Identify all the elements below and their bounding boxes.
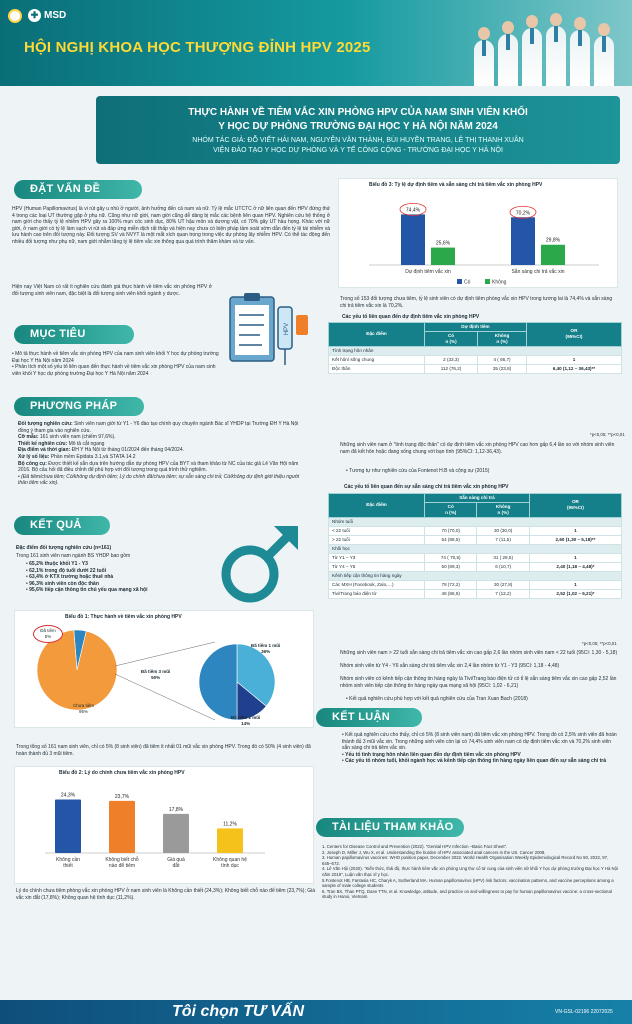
table1-header-no: Không n (%) xyxy=(478,331,527,346)
bar xyxy=(401,214,425,265)
section-results-heading: KẾT QUẢ xyxy=(14,516,110,535)
chart3-caption: Trong số 153 đối tượng chưa tiêm, tỷ lệ sinh viên có dự định tiêm phòng vắc xin HPV trong tương lai là 74,4% và sẵn sàng chi trả tiêm vắc xin là 70,2%. xyxy=(340,296,613,309)
institute: VIỆN ĐÀO TẠO Y HỌC DỰ PHÒNG VÀ Y TẾ CÔNG CỘNG - TRƯỜNG ĐẠI HỌC Y HÀ NỘI xyxy=(213,147,503,154)
category-label: Không biết chỗ xyxy=(105,857,139,863)
chart3-title: Biểu đồ 3: Tỷ lệ dự định tiêm và sẵn sàng chi trả tiêm vắc xin phòng HPV xyxy=(369,182,543,188)
chart-intent-bar xyxy=(338,178,618,288)
table1-header-or: OR (95%CI) xyxy=(526,323,621,347)
reference-item: 5.Fontenot HB, Fantasia HC, Charyk A, Sutherland MA. Human papillomavirus (HPV) risk factors, vaccination patterns, and vaccine perceptions among a sample of male college students xyxy=(322,877,614,889)
category-label: thiết xyxy=(63,863,73,869)
method-item: Cỡ mẫu: 161 sinh viên nam (chiếm 97,6%). xyxy=(18,434,116,441)
chart-practice-pie xyxy=(14,610,314,728)
list-item: • 63,4% ở KTX trường hoặc thuê nhà xyxy=(26,574,114,581)
pie-slice xyxy=(199,644,237,720)
table-row: > 22 tuổi 54 (88,5) 7 (11,5) 2,60 (1,30 – 5,18)** xyxy=(329,535,622,544)
reference-item: 3. Human papillomavirus vaccines: WHO position paper, December 2022. World Health Organisation Weekly Epidemiological Record No 50, 2022, 97, 645–672. xyxy=(322,855,609,866)
legend-label: Có xyxy=(464,279,471,286)
list-item: • 96,3% sinh viên còn độc thân xyxy=(26,580,99,587)
table1-header-yes: Có n (%) xyxy=(425,331,478,346)
table2-header-or: OR (95%CI) xyxy=(529,494,621,518)
table-intent-factors xyxy=(328,322,622,374)
pie2-label-dose1: Đã tiêm 1 mũi 36% xyxy=(251,643,281,654)
bar-value-label: 25,6% xyxy=(435,240,451,247)
results-bullets xyxy=(26,561,226,594)
table2-bullet: • Kết quả nghiên cứu phù hợp với kết quả nghiên cứu của Tran Xuan Bach (2018) xyxy=(346,696,528,702)
table-row: Tình trạng hôn nhân xyxy=(329,346,622,355)
vaccine-clipboard-icon xyxy=(222,285,318,373)
msd-logo-icon: ✚ xyxy=(28,9,41,22)
bar-value-label: 11,2% xyxy=(223,821,237,828)
table-row: Từ Y1 – Y3 74 ( 70,5) 31 ( 29,5) 1 xyxy=(329,553,622,562)
poster-title-line2: Y HỌC DỰ PHÒNG TRƯỜNG ĐẠI HỌC Y HÀ NỘI NĂM 2024 xyxy=(218,121,498,132)
method-item: Địa điểm và thời gian: ĐH Y Hà Nội từ tháng 01/2024 đến tháng 04/2024. xyxy=(18,447,184,454)
poster-title-box xyxy=(96,96,620,164)
reference-item: 6. Tran BX, Than PTQ, Doan TTN, et al. Knowledge, attitude, and practice on and willingness to pay for human papillomavirus vaccine: a cross-sectional study in Hanoi, Vietnam. xyxy=(322,888,612,900)
document-code: VN-GSL-02196 22072025 xyxy=(555,1009,613,1015)
category-label: nào để tiêm xyxy=(108,863,136,869)
bar-value-label: 17,8% xyxy=(168,806,184,813)
poster-title-line1: THỰC HÀNH VỀ TIÊM VẮC XIN PHÒNG HPV CỦA NAM SINH VIÊN KHỐI xyxy=(188,107,528,118)
category-label: tình dục xyxy=(221,863,239,869)
category-label: Không quan hệ xyxy=(213,857,247,863)
table2-title: Các yếu tố liên quan đến sự sẵn sàng chi trả tiêm vắc xin phòng HPV xyxy=(344,484,509,490)
chart3-svg xyxy=(339,185,619,289)
table2-caption-3: Nhóm sinh viên có kênh tiếp cận thông tin hàng ngày là Tivi/Trang báo điện tử có tỉ lệ sẵn sàng tiêm vắc xin cao gấp 2,52 lần nhóm sinh viên tiếp cận thông tin hàng ngày qua mạng xã hội (95CI: 1,02 - 6,21) xyxy=(340,676,617,689)
table-row: < 22 tuổi 70 (70,0) 30 (30,0) 1 xyxy=(329,526,622,535)
university-logo xyxy=(8,9,22,23)
footer-slogan: Tôi chọn TƯ VẤN xyxy=(172,1003,305,1020)
pie-connector-line xyxy=(115,642,215,666)
category-label: Dự định tiêm vắc xin xyxy=(405,269,451,275)
bar xyxy=(217,828,243,853)
svg-text:HPV: HPV xyxy=(284,322,290,336)
bar xyxy=(511,217,535,265)
pie2-label-dose2: Đã tiêm 2 mũi 14% xyxy=(231,715,261,726)
bar-value-label: 24,3% xyxy=(60,792,76,799)
table-row: Từ Y4 – Y6 50 (89,3) 6 (10,7) 2,40 (1,18 – 4,48)* xyxy=(329,562,622,571)
objectives-list xyxy=(12,351,222,377)
category-label: Giá quá xyxy=(167,857,185,863)
table2-caption-1: Những sinh viên nam > 22 tuổi sẵn sàng chi trả tiêm vắc xin cao gấp 2,6 lần nhóm sinh viên nam < 22 tuổi (95CI: 1,30 - 5,18) xyxy=(340,650,618,656)
methods-list xyxy=(18,421,308,487)
chart-reasons-bar xyxy=(14,766,314,884)
reference-item: 1. Centers for Disease Control and Prevention (2022). "Genital HPV Infection –Basic Fact Sheet". xyxy=(322,844,508,849)
bar xyxy=(109,801,135,853)
bar-value-label: 74,4% xyxy=(405,207,421,214)
chart1-title: Biểu đồ 1: Thực hành về tiêm vắc xin phòng HPV xyxy=(65,614,182,620)
pie2-label-dose3: Đã tiêm 3 mũi 50% xyxy=(141,669,171,680)
table2-note: *p<0,05; **p<0,01 xyxy=(582,641,617,646)
background-paragraph-1: HPV (Human Papillomavirus) là vi rút gây u nhú ở người, ảnh hưởng đến cả nam và nữ. Tỷ lệ mắc UTCTC ở nữ liên quan đến HPV đứng thứ 4 trong các loại UT thường gặp ở phụ nữ. Cũng như nữ giới, nam giới cũng dễ dàng bị mắc các bệnh liên quan HPV. Nghiên cứu hệ thống ở nam giới cho thấy tỷ lệ nhiễm HPV gây ra 100% mụn cóc sinh dục, 80% UT hậu môn và dương vật, có 70% gây UT hầu họng. Khác với nữ giới, ở nam giới có tỷ lệ làm sạch vi rút và đáp ứng miễn dịch rất thấp và hiện nay chưa có biện pháp tầm soát sớm dẫn đến tỷ lệ tái nhiễm và lưu hành cao trên đối tượng này. Đối tượng SV và NVYT là một mắt xích quan trọng trong việc dự phòng lây nhiễm HPV. Có thể tác động đến nhiều đối tượng như phụ nữ, nam giới nhằm tăng tỷ lệ tiêm vắc xin thông qua quá trình thăm khám và tư vấn. xyxy=(12,206,330,245)
list-item: • 95,6% tiếp cận thông tin chủ yếu qua mạng xã hội xyxy=(26,587,148,594)
table-row: Kênh tiếp cận thông tin hàng ngày xyxy=(329,571,622,580)
results-intro: Trong 161 sinh viên nam ngành BS YHDP bao gồm xyxy=(16,553,131,559)
header-banner xyxy=(0,0,632,86)
table-row: Khối học xyxy=(329,544,622,553)
conclusion-list xyxy=(342,732,618,765)
reference-item: 4. Lê Văn Hội (2020). "Kiến thức, thái độ, thực hành tiêm vắc xin phòng Ung thư cổ tử cung của sinh viên nữ khối Y học dự phòng trường Đại học Y Hà Nội năm 2019", Luận văn thạc sĩ y học. xyxy=(322,866,618,877)
list-item: • Kết quả nghiên cứu cho thấy, chỉ có 5% (8 sinh viên nam) đã tiêm vắc xin phòng HPV. Trong đó có 2,5% sinh viên đã hoàn thành đủ 3 mũi vắc xin. Trong những sinh viên còn lại có 74,4% sinh viên nam có dự định tiêm vắc xin và 70,2% sinh viên sẵn sàng chi trả tiêm vắc xin. xyxy=(342,732,617,752)
table1-caption: Những sinh viên nam ở "tình trạng độc thân" có dự định tiêm vắc xin phòng HPV cao hơn gấp 6,4 lần so với nhóm sinh viên nam đã kết hôn hoặc đang sống chung với bạn tình (95%CI: 1,12-36,43). xyxy=(340,442,615,455)
reasons-caption: Lý do chính chưa tiêm phòng vắc xin phòng HPV ở nam sinh viên là Không cần thiết (24,3%); Không biết chỗ nào để tiêm (23,7%); Giá vắc xin đắt (17,8%); Không quan hệ tình dục (11,2%). xyxy=(16,888,316,901)
table2-caption-2: Nhóm sinh viên từ Y4 - Y6 sẵn sàng chi trả tiêm vắc xin 2,4 lần nhóm từ Y1 - Y3 (95CI: 1,18 - 4,48) xyxy=(340,663,560,669)
category-label: Không cần xyxy=(56,857,80,863)
table2-header-yes: Có n (%) xyxy=(425,502,477,517)
bar xyxy=(431,248,455,265)
table2-header-no: Không n (%) xyxy=(477,502,529,517)
table-row: Nhóm tuổi xyxy=(329,517,622,526)
table1-header-feature: Đặc điểm xyxy=(329,323,425,347)
bar xyxy=(541,245,565,265)
references-list xyxy=(322,844,618,900)
authors: NHÓM TÁC GIẢ: ĐỖ VIẾT HẢI NAM, NGUYỄN VĂN THÀNH, BÙI HUYỀN TRANG, LÊ THỊ THANH XUÂN xyxy=(192,137,524,144)
chart2-svg xyxy=(15,775,315,885)
section-background-heading: ĐẶT VẤN ĐỀ xyxy=(14,180,142,199)
category-label: Sẵn sàng chi trả vắc xin xyxy=(511,269,565,275)
list-item: • 65,2% thuộc khối Y1 - Y3 xyxy=(26,561,88,567)
reference-item: 2. Joseph D, Miller J, Wu X, et al. Understanding the burden of HPV associated anal cancers in the US. Cancer 2008. xyxy=(322,849,546,855)
table2-header-feature: Đặc điểm xyxy=(329,494,425,518)
section-objectives-heading: MỤC TIÊU xyxy=(14,325,134,344)
legend-swatch xyxy=(457,279,462,284)
method-item: Thiết kế nghiên cứu: Mô tả cắt ngang xyxy=(18,440,105,447)
bar-value-label: 29,8% xyxy=(545,237,561,244)
objective-item: • Phân tích một số yếu tố liên quan đến thực hành về tiêm vắc xin phòng HPV của nam sinh viên khối Y học dự phòng trường Đại học Y Hà Nội năm 2024 xyxy=(12,364,216,377)
table-row: Kết hôn/ sống chung 2 (33,3) 4 ( 66,7) 1 xyxy=(329,355,622,364)
pie1-label-unvaccinated: Chưa tiêm 95% xyxy=(73,703,95,714)
pie-chart-caption: Trong tổng số 161 nam sinh viên, chỉ có 5% (8 sinh viên) đã tiêm ít nhất 01 mũi vắc xin phòng HPV. Trong đó có 50% (4 sinh viên) đã hoàn thành đủ 3 mũi tiêm. xyxy=(16,744,311,757)
method-item: Đối tượng nghiên cứu: Sinh viên nam giới từ Y1 - Y6 đào tạo chính quy chuyên ngành Bác sĩ YHDP tại Trường ĐH Y Hà Nội đồng ý tham gia vào nghiên cứu. xyxy=(18,421,299,434)
background-paragraph-2: Hiện nay Việt Nam có rất ít nghiên cứu đánh giá thực hành về tiêm vắc xin phòng HPV ở đối tượng sinh viên nam, đặc biệt là đối tượng sinh viên khối ngành y dược. xyxy=(12,284,212,297)
doctors-illustration xyxy=(470,10,632,86)
conference-title: HỘI NGHỊ KHOA HỌC THƯỢNG ĐỈNH HPV 2025 xyxy=(24,39,371,56)
table2-header-group: Sẵn sàng chi trả xyxy=(425,494,530,503)
category-label: đắt xyxy=(172,863,180,869)
method-item: Bộ công cụ: Được thiết kế sẵn dựa trên hướng dẫn dự phòng HPV của BYT và tham khảo từ NC của tác giả Lê Văn Hội năm 2016. Bộ câu hỏi đã điều chỉnh để phù hợp với đối tượng trong quá trình thử nghiệm. xyxy=(18,460,299,474)
bar-value-label: 23,7% xyxy=(114,793,130,800)
bar xyxy=(163,814,189,853)
section-conclusion-heading: KẾT LUẬN xyxy=(316,708,422,727)
table-row: Tivi/Trang báo điện tử 46 (86,8) 7 (13,2) 2,52 (1,02 – 6,21)* xyxy=(329,589,622,598)
footer-banner xyxy=(0,1000,632,1024)
list-item: • Yếu tố tình trạng hôn nhân liên quan đến dự định tiêm vắc xin phòng HPV xyxy=(342,751,521,758)
section-methods-heading: PHƯƠNG PHÁP xyxy=(14,397,144,416)
list-item: • Các yếu tố nhóm tuổi, khối ngành học và kênh tiếp cận thông tin hàng ngày liên quan đến sự sẵn sàng chi trả xyxy=(342,758,607,765)
method-item: • (Đã tiêm/chưa tiêm; Có/không dự định tiêm; Lý do chính đã/chưa tiêm; sự sẵn sàng chi trả; Có/không dự định giới thiệu người thân tiêm vắc xin). xyxy=(18,473,300,487)
table-payment-factors xyxy=(328,493,622,599)
chart2-title: Biểu đồ 2: Lý do chính chưa tiêm vắc xin phòng HPV xyxy=(59,770,185,776)
table1-title: Các yếu tố liên quan đến dự định tiêm vắc xin phòng HPV xyxy=(342,314,480,320)
table1-note: *p<0,05; **p<0,01 xyxy=(590,432,625,437)
section-references-heading: TÀI LIỆU THAM KHẢO xyxy=(316,818,464,837)
table1-bullet: • Tương tự như nghiên cứu của Fontenot H.B và cộng sự (2015) xyxy=(346,468,490,474)
legend-swatch xyxy=(485,279,490,284)
male-symbol-icon xyxy=(214,520,304,610)
legend-label: Không xyxy=(492,279,507,286)
msd-logo-text: MSD xyxy=(44,10,67,21)
table-row: Độc thân 112 (76,2) 35 (23,8) 6,40 (1,12 – 36,43)** xyxy=(329,364,622,373)
table-row: Các MXH (Facebook, Zalo,…) 78 (72,2) 30 (27,8) 1 xyxy=(329,580,622,589)
results-subtitle: Đặc điểm đối tượng nghiên cứu (n=161) xyxy=(16,545,112,551)
table1-header-group: Dự định tiêm xyxy=(425,323,527,332)
list-item: • 62,1% trong độ tuổi dưới 22 tuổi xyxy=(26,567,107,574)
method-item: Xử lý số liệu: Phần mềm Epidata 3.1,và STATA 14.2 xyxy=(18,453,136,460)
objective-item: • Mô tả thực hành về tiêm vắc xin phòng HPV của nam sinh viên khối Y học dự phòng trường Đại học Y Hà Nội năm 2024 xyxy=(12,351,219,364)
bar-value-label: 70,2% xyxy=(515,210,531,217)
bar xyxy=(55,800,81,853)
pie1-label-vaccinated: Đã tiêm 5% xyxy=(33,625,63,643)
